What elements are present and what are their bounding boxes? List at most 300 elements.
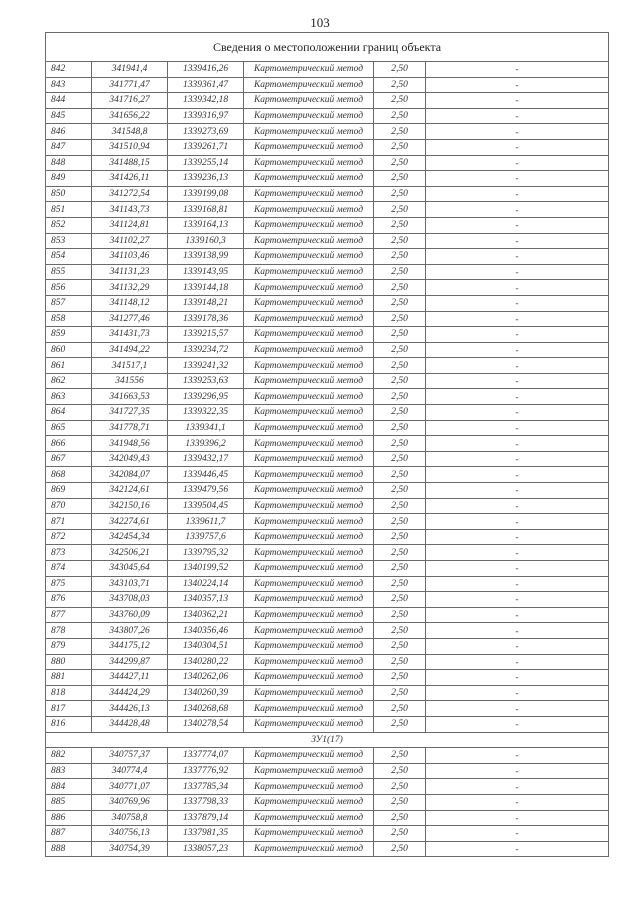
description-cell: -	[426, 327, 609, 343]
x-coordinate-cell: 341143,73	[92, 202, 168, 218]
table-row	[46, 670, 609, 686]
x-coordinate-cell: 341148,12	[92, 295, 168, 311]
point-number-cell: 846	[46, 124, 92, 140]
accuracy-cell: 2,50	[374, 529, 426, 545]
table-row	[46, 202, 609, 218]
method-cell: Картометрический метод	[244, 810, 374, 826]
x-coordinate-cell: 342150,16	[92, 498, 168, 514]
y-coordinate-cell: 1337798,33	[168, 794, 244, 810]
point-number-cell: 880	[46, 654, 92, 670]
method-cell: Картометрический метод	[244, 670, 374, 686]
table-row	[46, 436, 609, 452]
accuracy-cell: 2,50	[374, 77, 426, 93]
y-coordinate-cell: 1339253,63	[168, 373, 244, 389]
y-coordinate-cell: 1340262,06	[168, 670, 244, 686]
method-cell: Картометрический метод	[244, 77, 374, 93]
accuracy-cell: 2,50	[374, 467, 426, 483]
point-number-cell: 874	[46, 561, 92, 577]
method-cell: Картометрический метод	[244, 264, 374, 280]
y-coordinate-cell: 1339178,36	[168, 311, 244, 327]
point-number-cell: 868	[46, 467, 92, 483]
table-row	[46, 483, 609, 499]
x-coordinate-cell: 343708,03	[92, 592, 168, 608]
description-cell: -	[426, 794, 609, 810]
point-number-cell: 873	[46, 545, 92, 561]
point-number-cell: 850	[46, 186, 92, 202]
table-row	[46, 529, 609, 545]
accuracy-cell: 2,50	[374, 561, 426, 577]
y-coordinate-cell: 1339234,72	[168, 342, 244, 358]
x-coordinate-cell: 341102,27	[92, 233, 168, 249]
y-coordinate-cell: 1340280,22	[168, 654, 244, 670]
accuracy-cell: 2,50	[374, 139, 426, 155]
method-cell: Картометрический метод	[244, 826, 374, 842]
x-coordinate-cell: 341771,47	[92, 77, 168, 93]
table-row	[46, 716, 609, 732]
description-cell: -	[426, 295, 609, 311]
y-coordinate-cell: 1339342,18	[168, 93, 244, 109]
accuracy-cell: 2,50	[374, 685, 426, 701]
point-number-cell: 864	[46, 405, 92, 421]
accuracy-cell: 2,50	[374, 295, 426, 311]
accuracy-cell: 2,50	[374, 202, 426, 218]
method-cell: Картометрический метод	[244, 202, 374, 218]
accuracy-cell: 2,50	[374, 358, 426, 374]
table-row	[46, 233, 609, 249]
y-coordinate-cell: 1339341,1	[168, 420, 244, 436]
point-number-cell: 845	[46, 108, 92, 124]
x-coordinate-cell: 341131,23	[92, 264, 168, 280]
y-coordinate-cell: 1339432,17	[168, 451, 244, 467]
y-coordinate-cell: 1340362,21	[168, 607, 244, 623]
accuracy-cell: 2,50	[374, 779, 426, 795]
x-coordinate-cell: 342274,61	[92, 514, 168, 530]
accuracy-cell: 2,50	[374, 405, 426, 421]
accuracy-cell: 2,50	[374, 171, 426, 187]
accuracy-cell: 2,50	[374, 514, 426, 530]
table-row	[46, 389, 609, 405]
point-number-cell: 888	[46, 841, 92, 857]
x-coordinate-cell: 340774,4	[92, 763, 168, 779]
x-coordinate-cell: 341124,81	[92, 217, 168, 233]
x-coordinate-cell: 341948,56	[92, 436, 168, 452]
table-row	[46, 561, 609, 577]
method-cell: Картометрический метод	[244, 311, 374, 327]
x-coordinate-cell: 341426,11	[92, 171, 168, 187]
accuracy-cell: 2,50	[374, 701, 426, 717]
accuracy-cell: 2,50	[374, 233, 426, 249]
point-number-cell: 862	[46, 373, 92, 389]
accuracy-cell: 2,50	[374, 654, 426, 670]
table-row	[46, 748, 609, 764]
table-row	[46, 638, 609, 654]
accuracy-cell: 2,50	[374, 311, 426, 327]
description-cell: -	[426, 139, 609, 155]
y-coordinate-cell: 1339795,32	[168, 545, 244, 561]
table-title-row	[46, 33, 609, 62]
method-cell: Картометрический метод	[244, 108, 374, 124]
x-coordinate-cell: 341778,71	[92, 420, 168, 436]
y-coordinate-cell: 1337981,35	[168, 826, 244, 842]
description-cell: -	[426, 342, 609, 358]
accuracy-cell: 2,50	[374, 592, 426, 608]
method-cell: Картометрический метод	[244, 451, 374, 467]
x-coordinate-cell: 341431,73	[92, 327, 168, 343]
method-cell: Картометрический метод	[244, 685, 374, 701]
description-cell: -	[426, 654, 609, 670]
page-number: 103	[310, 15, 330, 30]
method-cell: Картометрический метод	[244, 358, 374, 374]
method-cell: Картометрический метод	[244, 498, 374, 514]
method-cell: Картометрический метод	[244, 545, 374, 561]
table-row	[46, 623, 609, 639]
accuracy-cell: 2,50	[374, 264, 426, 280]
method-cell: Картометрический метод	[244, 576, 374, 592]
description-cell: -	[426, 576, 609, 592]
x-coordinate-cell: 340757,37	[92, 748, 168, 764]
description-cell: -	[426, 233, 609, 249]
table-row	[46, 654, 609, 670]
description-cell: -	[426, 810, 609, 826]
method-cell: Картометрический метод	[244, 171, 374, 187]
method-cell: Картометрический метод	[244, 155, 374, 171]
y-coordinate-cell: 1339611,7	[168, 514, 244, 530]
accuracy-cell: 2,50	[374, 623, 426, 639]
method-cell: Картометрический метод	[244, 779, 374, 795]
description-cell: -	[426, 249, 609, 265]
x-coordinate-cell: 340769,96	[92, 794, 168, 810]
description-cell: -	[426, 280, 609, 296]
point-number-cell: 875	[46, 576, 92, 592]
description-cell: -	[426, 451, 609, 467]
table-row	[46, 171, 609, 187]
description-cell: -	[426, 779, 609, 795]
description-cell: -	[426, 763, 609, 779]
y-coordinate-cell: 1339144,18	[168, 280, 244, 296]
y-coordinate-cell: 1339504,45	[168, 498, 244, 514]
method-cell: Картометрический метод	[244, 280, 374, 296]
description-cell: -	[426, 716, 609, 732]
table-row	[46, 280, 609, 296]
method-cell: Картометрический метод	[244, 529, 374, 545]
accuracy-cell: 2,50	[374, 436, 426, 452]
method-cell: Картометрический метод	[244, 124, 374, 140]
point-number-cell: 882	[46, 748, 92, 764]
description-cell: -	[426, 358, 609, 374]
point-number-cell: 861	[46, 358, 92, 374]
accuracy-cell: 2,50	[374, 638, 426, 654]
y-coordinate-cell: 1340268,68	[168, 701, 244, 717]
method-cell: Картометрический метод	[244, 748, 374, 764]
table-row	[46, 249, 609, 265]
accuracy-cell: 2,50	[374, 280, 426, 296]
accuracy-cell: 2,50	[374, 545, 426, 561]
table-row	[46, 841, 609, 857]
description-cell: -	[426, 389, 609, 405]
accuracy-cell: 2,50	[374, 93, 426, 109]
description-cell: -	[426, 186, 609, 202]
method-cell: Картометрический метод	[244, 467, 374, 483]
description-cell: -	[426, 93, 609, 109]
method-cell: Картометрический метод	[244, 561, 374, 577]
y-coordinate-cell: 1340278,54	[168, 716, 244, 732]
accuracy-cell: 2,50	[374, 810, 426, 826]
accuracy-cell: 2,50	[374, 420, 426, 436]
method-cell: Картометрический метод	[244, 233, 374, 249]
method-cell: Картометрический метод	[244, 436, 374, 452]
table-row	[46, 607, 609, 623]
accuracy-cell: 2,50	[374, 389, 426, 405]
point-number-cell: 867	[46, 451, 92, 467]
description-cell: -	[426, 77, 609, 93]
description-cell: -	[426, 545, 609, 561]
point-number-cell: 884	[46, 779, 92, 795]
method-cell: Картометрический метод	[244, 701, 374, 717]
accuracy-cell: 2,50	[374, 249, 426, 265]
accuracy-cell: 2,50	[374, 607, 426, 623]
x-coordinate-cell: 341727,35	[92, 405, 168, 421]
point-number-cell: 885	[46, 794, 92, 810]
description-cell: -	[426, 217, 609, 233]
y-coordinate-cell: 1339479,56	[168, 483, 244, 499]
table-row	[46, 685, 609, 701]
method-cell: Картометрический метод	[244, 794, 374, 810]
description-cell: -	[426, 529, 609, 545]
method-cell: Картометрический метод	[244, 638, 374, 654]
accuracy-cell: 2,50	[374, 670, 426, 686]
point-number-cell: 886	[46, 810, 92, 826]
method-cell: Картометрический метод	[244, 405, 374, 421]
point-number-cell: 883	[46, 763, 92, 779]
point-number-cell: 879	[46, 638, 92, 654]
method-cell: Картометрический метод	[244, 716, 374, 732]
x-coordinate-cell: 343045,64	[92, 561, 168, 577]
y-coordinate-cell: 1339316,97	[168, 108, 244, 124]
y-coordinate-cell: 1340357,13	[168, 592, 244, 608]
method-cell: Картометрический метод	[244, 483, 374, 499]
x-coordinate-cell: 342454,34	[92, 529, 168, 545]
x-coordinate-cell: 341277,46	[92, 311, 168, 327]
y-coordinate-cell: 1339199,08	[168, 186, 244, 202]
point-number-cell: 869	[46, 483, 92, 499]
x-coordinate-cell: 341656,22	[92, 108, 168, 124]
table-row	[46, 186, 609, 202]
table-row	[46, 592, 609, 608]
description-cell: -	[426, 623, 609, 639]
table-row	[46, 467, 609, 483]
section-row	[46, 732, 609, 748]
point-number-cell: 849	[46, 171, 92, 187]
description-cell: -	[426, 467, 609, 483]
table-row	[46, 373, 609, 389]
method-cell: Картометрический метод	[244, 607, 374, 623]
table-row	[46, 327, 609, 343]
point-number-cell: 859	[46, 327, 92, 343]
x-coordinate-cell: 344299,87	[92, 654, 168, 670]
accuracy-cell: 2,50	[374, 826, 426, 842]
y-coordinate-cell: 1339255,14	[168, 155, 244, 171]
description-cell: -	[426, 171, 609, 187]
method-cell: Картометрический метод	[244, 373, 374, 389]
table-row	[46, 311, 609, 327]
y-coordinate-cell: 1339143,95	[168, 264, 244, 280]
table-row	[46, 498, 609, 514]
y-coordinate-cell: 1339241,32	[168, 358, 244, 374]
x-coordinate-cell: 343103,71	[92, 576, 168, 592]
description-cell: -	[426, 62, 609, 78]
point-number-cell: 865	[46, 420, 92, 436]
point-number-cell: 871	[46, 514, 92, 530]
point-number-cell: 878	[46, 623, 92, 639]
description-cell: -	[426, 202, 609, 218]
table-row	[46, 62, 609, 78]
y-coordinate-cell: 1340260,39	[168, 685, 244, 701]
x-coordinate-cell: 342084,07	[92, 467, 168, 483]
x-coordinate-cell: 341272,54	[92, 186, 168, 202]
y-coordinate-cell: 1339164,13	[168, 217, 244, 233]
description-cell: -	[426, 638, 609, 654]
y-coordinate-cell: 1338057,23	[168, 841, 244, 857]
table-row	[46, 779, 609, 795]
method-cell: Картометрический метод	[244, 841, 374, 857]
table-row	[46, 701, 609, 717]
method-cell: Картометрический метод	[244, 763, 374, 779]
point-number-cell: 842	[46, 62, 92, 78]
point-number-cell: 860	[46, 342, 92, 358]
point-number-cell: 816	[46, 716, 92, 732]
x-coordinate-cell: 341510,94	[92, 139, 168, 155]
y-coordinate-cell: 1340224,14	[168, 576, 244, 592]
accuracy-cell: 2,50	[374, 748, 426, 764]
accuracy-cell: 2,50	[374, 124, 426, 140]
x-coordinate-cell: 342124,61	[92, 483, 168, 499]
description-cell: -	[426, 592, 609, 608]
x-coordinate-cell: 341494,22	[92, 342, 168, 358]
accuracy-cell: 2,50	[374, 498, 426, 514]
description-cell: -	[426, 264, 609, 280]
accuracy-cell: 2,50	[374, 155, 426, 171]
point-number-cell: 852	[46, 217, 92, 233]
description-cell: -	[426, 670, 609, 686]
point-number-cell: 863	[46, 389, 92, 405]
description-cell: -	[426, 311, 609, 327]
description-cell: -	[426, 561, 609, 577]
table-title: Сведения о местоположении границ объекта	[46, 33, 609, 62]
method-cell: Картометрический метод	[244, 62, 374, 78]
table-row	[46, 77, 609, 93]
y-coordinate-cell: 1339168,81	[168, 202, 244, 218]
point-number-cell: 856	[46, 280, 92, 296]
table-row	[46, 576, 609, 592]
point-number-cell: 848	[46, 155, 92, 171]
point-number-cell: 851	[46, 202, 92, 218]
table-row	[46, 763, 609, 779]
table-row	[46, 108, 609, 124]
x-coordinate-cell: 341132,29	[92, 280, 168, 296]
method-cell: Картометрический метод	[244, 249, 374, 265]
description-cell: -	[426, 483, 609, 499]
point-number-cell: 876	[46, 592, 92, 608]
description-cell: -	[426, 124, 609, 140]
y-coordinate-cell: 1339138,99	[168, 249, 244, 265]
method-cell: Картометрический метод	[244, 139, 374, 155]
point-number-cell: 872	[46, 529, 92, 545]
description-cell: -	[426, 498, 609, 514]
accuracy-cell: 2,50	[374, 373, 426, 389]
accuracy-cell: 2,50	[374, 108, 426, 124]
accuracy-cell: 2,50	[374, 841, 426, 857]
accuracy-cell: 2,50	[374, 716, 426, 732]
method-cell: Картометрический метод	[244, 93, 374, 109]
accuracy-cell: 2,50	[374, 327, 426, 343]
accuracy-cell: 2,50	[374, 576, 426, 592]
table-row	[46, 295, 609, 311]
x-coordinate-cell: 343760,09	[92, 607, 168, 623]
point-number-cell: 847	[46, 139, 92, 155]
point-number-cell: 887	[46, 826, 92, 842]
description-cell: -	[426, 826, 609, 842]
point-number-cell: 857	[46, 295, 92, 311]
x-coordinate-cell: 341488,15	[92, 155, 168, 171]
y-coordinate-cell: 1340356,46	[168, 623, 244, 639]
x-coordinate-cell: 341716,27	[92, 93, 168, 109]
point-number-cell: 817	[46, 701, 92, 717]
point-number-cell: 854	[46, 249, 92, 265]
accuracy-cell: 2,50	[374, 451, 426, 467]
x-coordinate-cell: 340754,39	[92, 841, 168, 857]
table-row	[46, 451, 609, 467]
point-number-cell: 866	[46, 436, 92, 452]
x-coordinate-cell: 341517,1	[92, 358, 168, 374]
accuracy-cell: 2,50	[374, 794, 426, 810]
table-row	[46, 514, 609, 530]
table-row	[46, 217, 609, 233]
x-coordinate-cell: 341663,53	[92, 389, 168, 405]
table-row	[46, 93, 609, 109]
accuracy-cell: 2,50	[374, 217, 426, 233]
y-coordinate-cell: 1339296,95	[168, 389, 244, 405]
y-coordinate-cell: 1339757,6	[168, 529, 244, 545]
method-cell: Картометрический метод	[244, 389, 374, 405]
table-row	[46, 264, 609, 280]
y-coordinate-cell: 1339322,35	[168, 405, 244, 421]
accuracy-cell: 2,50	[374, 186, 426, 202]
accuracy-cell: 2,50	[374, 483, 426, 499]
point-number-cell: 843	[46, 77, 92, 93]
x-coordinate-cell: 344175,12	[92, 638, 168, 654]
x-coordinate-cell: 342506,21	[92, 545, 168, 561]
x-coordinate-cell: 344427,11	[92, 670, 168, 686]
x-coordinate-cell: 341556	[92, 373, 168, 389]
accuracy-cell: 2,50	[374, 62, 426, 78]
accuracy-cell: 2,50	[374, 763, 426, 779]
description-cell: -	[426, 373, 609, 389]
method-cell: Картометрический метод	[244, 623, 374, 639]
x-coordinate-cell: 344426,13	[92, 701, 168, 717]
y-coordinate-cell: 1339396,2	[168, 436, 244, 452]
point-number-cell: 858	[46, 311, 92, 327]
table-row	[46, 810, 609, 826]
description-cell: -	[426, 748, 609, 764]
x-coordinate-cell: 340758,8	[92, 810, 168, 826]
y-coordinate-cell: 1339261,71	[168, 139, 244, 155]
table-row	[46, 545, 609, 561]
x-coordinate-cell: 341548,8	[92, 124, 168, 140]
description-cell: -	[426, 155, 609, 171]
y-coordinate-cell: 1337776,92	[168, 763, 244, 779]
y-coordinate-cell: 1340304,51	[168, 638, 244, 654]
table-row	[46, 405, 609, 421]
